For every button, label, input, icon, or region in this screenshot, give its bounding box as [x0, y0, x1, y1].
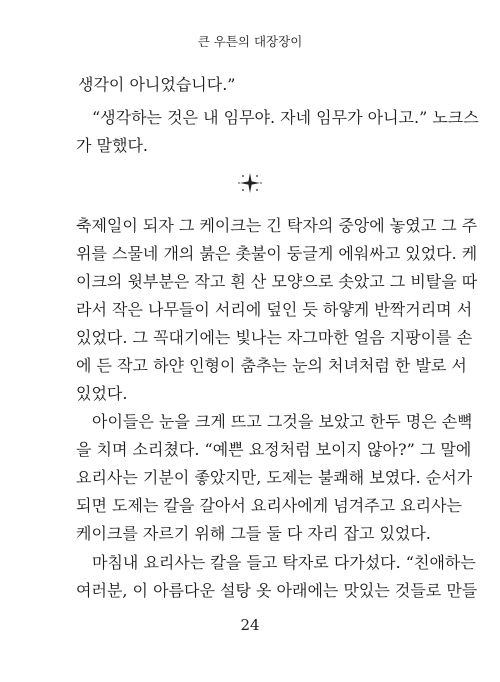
text-line: 에 든 작고 하얀 인형이 춤추는 눈의 처녀처럼 한 발로 서	[76, 356, 467, 375]
text-line: 축제일이 되자 그 케이크는 긴 탁자의 중앙에 놓였고 그 주	[76, 216, 478, 235]
text-line: 되면 도제는 칼을 갈아서 요리사에게 넘겨주고 요리사는	[76, 496, 463, 515]
text-line: 케이크를 자르기 위해 그들 둘 다 자리 잡고 있었다.	[76, 524, 431, 543]
text-line: 생각이 아니었습니다.”	[78, 75, 236, 94]
text-line: 있었다. 그 꼭대기에는 빛나는 자그마한 얼음 지팡이를 손	[76, 328, 473, 347]
page-number: 24	[240, 616, 260, 634]
text-line: 마침내 요리사는 칼을 들고 탁자로 다가섰다. “친애하는	[92, 553, 476, 572]
text-line: 가 말했다.	[76, 136, 148, 155]
text-line: 을 치며 소리쳤다. “예쁜 요정처럼 보이지 않아?” 그 말에	[76, 440, 472, 459]
sparkle-icon	[236, 172, 264, 194]
text-line: 라서 작은 나무들이 서리에 덮인 듯 하얗게 반짝거리며 서	[76, 300, 473, 319]
text-line: 이크의 윗부분은 작고 흰 산 모양으로 솟았고 그 비탈을 따	[76, 272, 478, 291]
text-line: 요리사는 기분이 좋았지만, 도제는 불쾌해 보였다. 순서가	[76, 468, 473, 487]
text-line: 위를 스물네 개의 붉은 촛불이 둥글게 에워싸고 있었다. 케	[76, 244, 478, 263]
text-line: “생각하는 것은 내 임무야. 자네 임무가 아니고.” 노크스	[92, 108, 479, 127]
text-line: 여러분, 이 아름다운 설탕 옷 아래에는 맛있는 것들로 만들	[76, 581, 478, 600]
text-line: 있었다.	[76, 384, 128, 403]
text-line: 아이들은 눈을 크게 뜨고 그것을 보았고 한두 명은 손뼉	[92, 412, 473, 431]
running-header: 큰 우튼의 대장장이	[197, 34, 303, 49]
